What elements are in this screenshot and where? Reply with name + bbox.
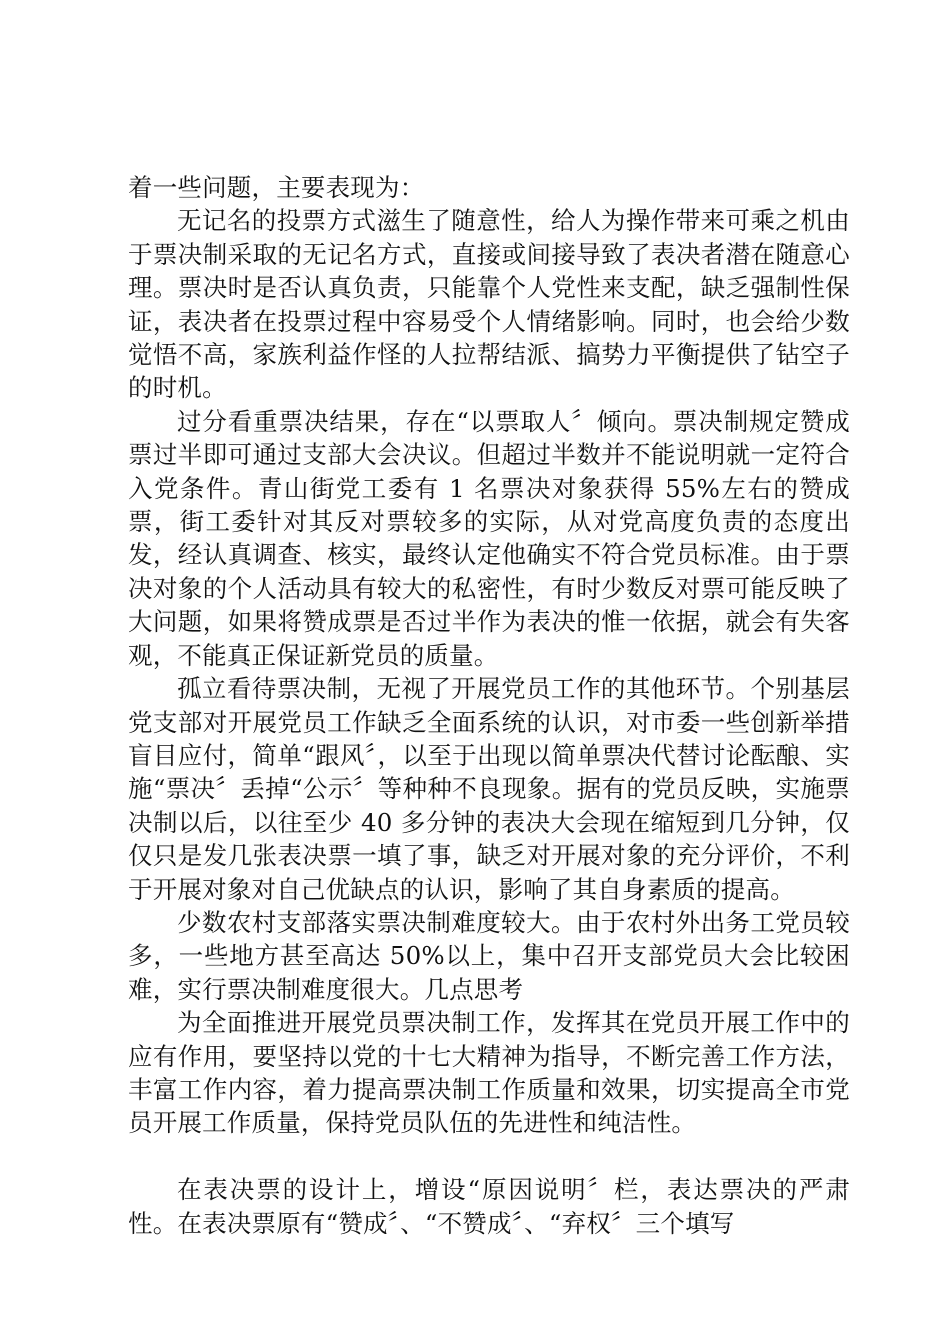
- paragraph-reflections: 为全面推进开展党员票决制工作，发挥其在党员开展工作中的应有作用，要坚持以党的十七大精神为指导，不断完善工作方法，丰富工作内容，着力提高票决制工作质量和效果，切实提高全市党员开展工作质量，保持党员队伍的先进性和纯洁性。: [128, 1008, 850, 1138]
- paragraph-gap: [128, 1140, 850, 1173]
- paragraph-vote-results: 过分看重票决结果，存在“以票取人〞倾向。票决制规定赞成票过半即可通过支部大会决议。但超过半数并不能说明就一定符合入党条件。青山街党工委有 1 名票决对象获得 55%左右的赞成票，街工委针对其反对票较多的实际，从对党高度负责的态度出发，经认真调查、核实，最终认定他确实不符合党员标准。由于票决对象的个人活动具有较大的私密性，有时少数反对票可能反映了大问题，如果将赞成票是否过半作为表决的惟一依据，就会有失客观，不能真正保证新党员的质量。: [128, 406, 850, 670]
- document-body: [128, 171, 850, 1240]
- paragraph-ballot-design: 在表决票的设计上，增设“原因说明〞栏，表达票决的严肃性。在表决票原有“赞成〞、“不赞成〞、“弃权〞三个填写: [128, 1175, 850, 1238]
- paragraph-anonymous-voting: 无记名的投票方式滋生了随意性，给人为操作带来可乘之机由于票决制采取的无记名方式，直接或间接导致了表决者潜在随意心理。票决时是否认真负责，只能靠个人党性来支配，缺乏强制性保证，表决者在投票过程中容易受个人情绪影响。同时，也会给少数觉悟不高，家族利益作怪的人拉帮结派、搞势力平衡提供了钻空子的时机。: [128, 206, 850, 403]
- paragraph-isolated-view: 孤立看待票决制，无视了开展党员工作的其他环节。个别基层党支部对开展党员工作缺乏全面系统的认识，对市委一些创新举措盲目应付，简单“跟风〞，以至于出现以简单票决代替讨论酝酿、实施“票决〞丢掉“公示〞等种种不良现象。据有的党员反映，实施票决制以后，以往至少 40 多分钟的表决大会现在缩短到几分钟，仅仅只是发几张表决票一填了事，缺乏对开展对象的充分评价，不利于开展对象对自己优缺点的认识，影响了其自身素质的提高。: [128, 674, 850, 904]
- paragraph-rural-branches: 少数农村支部落实票决制难度较大。由于农村外出务工党员较多，一些地方甚至高达 50%以上，集中召开支部党员大会比较困难，实行票决制难度很大。几点思考: [128, 907, 850, 1004]
- paragraph-continuation: 着一些问题，主要表现为：: [128, 173, 425, 202]
